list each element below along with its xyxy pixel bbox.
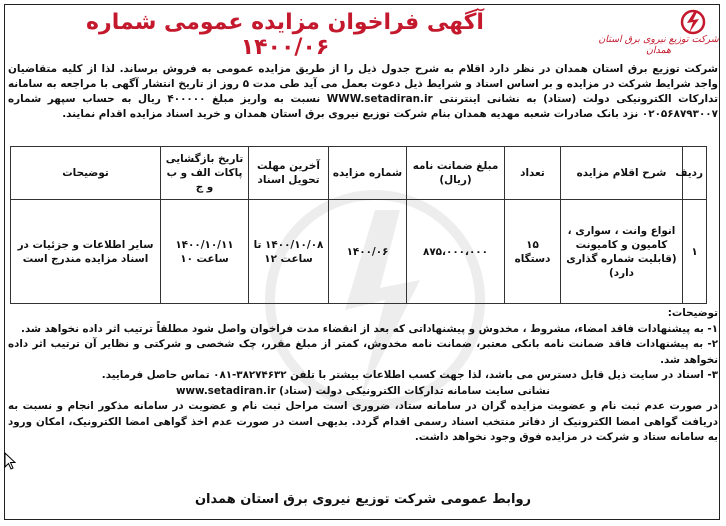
site-url-link[interactable]: www.setadiran.ir bbox=[176, 384, 276, 397]
cell-row: ۱ bbox=[683, 200, 707, 304]
site-line bbox=[8, 384, 718, 400]
intro-paragraph bbox=[8, 62, 718, 122]
notes-section bbox=[8, 306, 718, 446]
col-header-items: شرح اقلام مزایده bbox=[561, 147, 683, 200]
cell-count: ۱۵ دستگاه bbox=[505, 200, 561, 304]
cell-guarantee: ۸۷۵،۰۰۰،۰۰۰ bbox=[407, 200, 505, 304]
intro-text: شرکت توزیع برق استان همدان در نظر دارد اقلام به شرح جدول ذیل را از طریق مزایده عمومی به فروش برساند. لذا از کلیه متقاضیان واجد شرایط شرکت در مزایده و بر اساس اسناد و شرایط ذیل دعوت بعمل می آید طی مدت ۵ روز از تاریخ انتشار آگهی با مراجعه به سامانه تدارکات الکترونیکی دولت (ستاد) به نشانی اینترنتی WWW.setadiran.ir نسبت به واریز مبلغ ۴۰۰۰۰۰ ریال به حساب سپهر شماره ۰۲۰۵۶۸۷۹۳۰۰۷ نزد بانک صادرات شعبه مهدیه همدان بنام شرکت توزیع نیروی برق استان همدان و خرید اسناد مزایده اقدام نمایند. bbox=[8, 63, 718, 120]
col-header-opening: تاریخ بازگشایی پاکات الف و ب و ج bbox=[161, 147, 249, 200]
auction-items-table bbox=[10, 146, 707, 304]
note-3: ۳- اسناد در سایت ذیل قابل دسترس می باشد، لذا جهت کسب اطلاعات بیشتر با تلفن ۳۸۲۷۴۶۳۲-۰۸۱ تماس حاصل فرمایید. bbox=[101, 369, 718, 381]
table-header-row bbox=[11, 147, 707, 200]
col-header-desc: توضیحات bbox=[11, 147, 161, 200]
cell-number: ۱۴۰۰/۰۶ bbox=[329, 200, 407, 304]
notes-heading: توضیحات: bbox=[667, 307, 718, 319]
footer-signature: روابط عمومی شرکت توزیع نیروی برق استان همدان bbox=[194, 492, 532, 507]
mouse-cursor-icon bbox=[4, 452, 16, 470]
cell-deadline: ۱۴۰۰/۱۰/۰۸ تا ساعت ۱۲ bbox=[249, 200, 329, 304]
col-header-deadline: آخرین مهلت تحویل اسناد bbox=[249, 147, 329, 200]
note-1: ۱- به پیشنهادات فاقد امضاء، مشروط ، مخدوش و پیشنهاداتی که بعد از انقضاء مدت فراخوان واصل شود مطلقاً ترتیب اثر داده نخواهد شد. bbox=[21, 322, 718, 335]
col-header-row: ردیف bbox=[683, 147, 707, 200]
company-logo-text: شرکت توزیع نیروی برق استان همدان bbox=[598, 34, 719, 56]
note-4: در صورت عدم ثبت نام و عضویت مزایده گران در سامانه ستاد، ضروری است مراحل ثبت نام و عضویت در سامانه مذکور انجام و نسبت به دریافت گواهی امضا الکترونیک از دفاتر منتخب اسناد رسمی اقدام گردد. بدیهی است در صورت عدم اخذ گواهی امضا الکترونیک، امکان ورود به سامانه ستاد و شرکت در مزایده فوق وجود نخواهد داشت. bbox=[8, 400, 718, 443]
site-label: نشانی سایت سامانه تدارکات الکترونیکی دولت (ستاد) bbox=[279, 384, 550, 397]
cell-items: انواع وانت ، سواری ، کامیون و کامیونت (قابلیت شماره گذاری دارد) bbox=[561, 200, 683, 304]
notice-header bbox=[0, 4, 726, 60]
note-2: ۲- به پیشنهادات فاقد ضمانت نامه بانکی معتبر، ضمانت نامه مخدوش، کمتر از مبلغ مقرر، چک شخصی و شرکتی و نظایر آن ترتیب اثر داده نخواهد شد. bbox=[8, 338, 718, 366]
cell-opening: ۱۴۰۰/۱۰/۱۱ ساعت ۱۰ bbox=[161, 200, 249, 304]
notice-title: آگهی فراخوان مزایده عمومی شماره ۱۴۰۰/۰۶ bbox=[86, 10, 484, 60]
col-header-count: تعداد bbox=[505, 147, 561, 200]
col-header-number: شماره مزایده bbox=[329, 147, 407, 200]
col-header-guarantee: مبلغ ضمانت نامه (ریال) bbox=[407, 147, 505, 200]
table-row bbox=[11, 200, 707, 304]
cell-desc: سایر اطلاعات و جزئیات در اسناد مزایده مندرج است bbox=[11, 200, 161, 304]
